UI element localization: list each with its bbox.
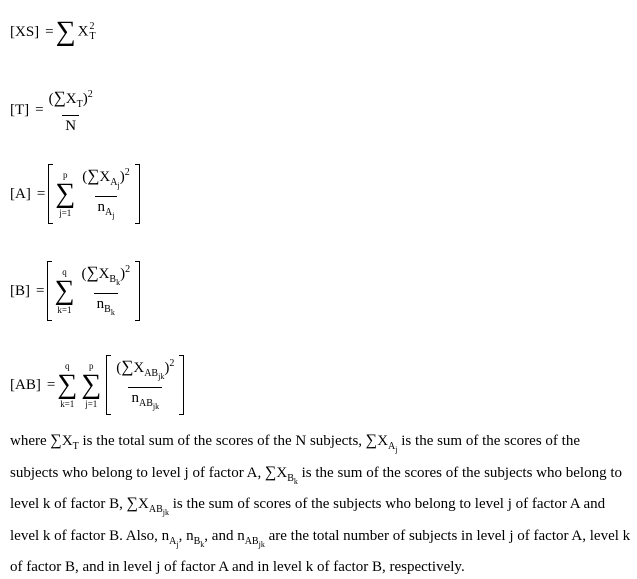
equation-b <box>10 260 143 322</box>
equals-sign: = <box>45 23 54 40</box>
superscript: 2 <box>89 21 95 32</box>
sigma-icon: ∑ <box>53 88 66 107</box>
equals-sign: = <box>36 185 46 202</box>
summation: q ∑ k=1 <box>54 267 75 315</box>
equation-ab <box>10 354 187 416</box>
fraction <box>79 261 132 321</box>
sigma-icon: ∑ <box>50 432 62 449</box>
sigma-icon: ∑ <box>55 16 76 47</box>
sigma-icon: ∑ <box>55 178 76 209</box>
left-bracket <box>106 355 111 415</box>
eq-lhs: [AB] <box>10 376 41 393</box>
equals-sign: = <box>46 376 56 393</box>
fraction <box>80 164 131 224</box>
explanation-paragraph: where $\sum X_T$ is the total sum of the scores of the N subjects, $\sum X_{A_j}$ is the sum of the scores of the subjects who belong to level j of factor A, $\sum X_{B_k}$ is the sum of the scores of the subjects who belong to level k of factor B, $\sum X_{AB_{jk}}$ is the sum of scores of the subjects who belong to level j of factor A and level k of factor B. Also, $n_{A_j}$, $n_{B_k}$, and $n_{AB_{jk}}$ are the total number of subjects in level j of factor A, level k of factor B, and in level j of factor A and in level k of factor B, respectively. <box>10 432 631 575</box>
eq-lhs: [A] <box>10 185 31 202</box>
denominator: N <box>62 115 79 135</box>
sigma-icon: ∑ <box>86 263 99 282</box>
equation-xs <box>10 18 96 46</box>
summation: p ∑ j=1 <box>55 170 76 218</box>
left-bracket <box>48 164 53 224</box>
sigma-icon: ∑ <box>126 495 139 512</box>
denominator: $n_{AB_{jk}}$ <box>128 387 162 415</box>
right-bracket <box>179 355 184 415</box>
sigma-icon: ∑ <box>87 166 100 185</box>
denominator: $n_{B_k}$ <box>94 293 118 321</box>
fraction <box>114 355 176 415</box>
variable: X 2 T <box>77 21 96 42</box>
eq-lhs: [T] <box>10 102 30 118</box>
fraction <box>47 86 95 135</box>
right-bracket <box>135 261 140 321</box>
right-bracket <box>135 164 140 224</box>
equals-sign: = <box>36 282 45 299</box>
summation-outer: q ∑ k=1 <box>57 361 78 409</box>
equals-sign: = <box>35 102 44 118</box>
denominator: $n_{A_j}$ <box>95 196 118 224</box>
eq-lhs: [B] <box>10 282 30 299</box>
numerator: $(\sum X_{B_k})^2$ <box>81 263 131 287</box>
numerator: $(\sum X_{A_j})^2$ <box>82 166 130 190</box>
sigma-icon: ∑ <box>365 432 378 449</box>
equation-a <box>10 163 143 225</box>
bracket-group <box>44 260 143 322</box>
subscript: T <box>89 31 96 42</box>
bracket-group <box>103 354 187 416</box>
sigma-icon: ∑ <box>264 463 277 481</box>
sigma-icon: ∑ <box>54 275 75 306</box>
numerator: $(\sum X_T)^2$ <box>48 88 93 110</box>
eq-lhs: [XS] <box>10 23 40 40</box>
sigma-icon: ∑ <box>121 357 134 376</box>
summation-inner: p ∑ j=1 <box>81 361 102 409</box>
sigma-icon: ∑ <box>81 369 102 400</box>
sigma-icon: ∑ <box>57 369 78 400</box>
left-bracket <box>47 261 52 321</box>
bracket-group <box>45 163 142 225</box>
numerator: $(\sum X_{AB_{jk}})^2$ <box>116 357 175 381</box>
equation-t <box>10 86 98 135</box>
